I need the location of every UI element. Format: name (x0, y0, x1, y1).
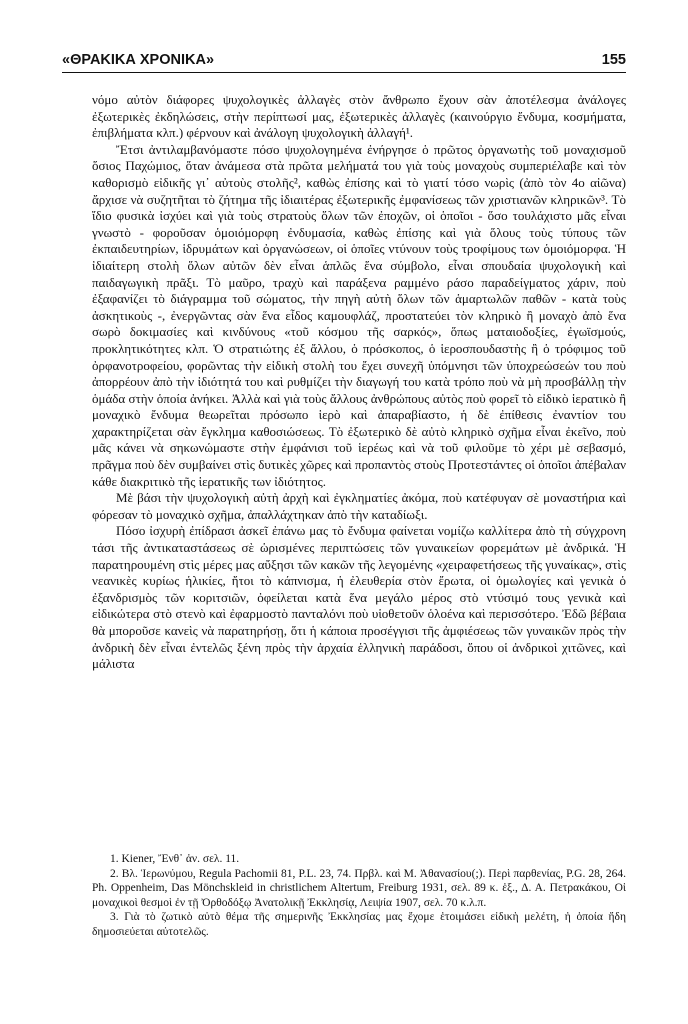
paragraph: Πόσο ἰσχυρὴ ἐπίδρασι ἀσκεῖ ἐπάνω μας τὸ ἔνδυμα φαίνεται νομίζω καλλίτερα ἀπὸ τὴ σύγχρονη τάσι τῆς ἀντικαταστάσεως σὲ ὡρισμένες περιπτώσεις τῶν γυναικείων φορεμάτων μὲ ἀνδρικά. Ἡ παρατηρουμένη στὶς μέρες μας αὔξησι τῶν κακῶν τῆς λεγομένης «χειραφετήσεως τῆς γυναίκας», στὶς νεανικὲς κυρίως ἡλικίες, ἤτοι τὸ κάπνισμα, ἡ ἐλευθερία στὸν ἔρωτα, οἱ ὁμωλογίες καὶ γενικὰ ὁ ἐξανδρισμὸς τῶν κοριτσιῶν, ὀφείλεται κατὰ ἕνα μεγάλο μέρος στὸ ντύσιμό τους γενικὰ καὶ εἰδικώτερα στὸ στενὸ καὶ ἐφαρμοστὸ πανταλόνι ποὺ υἱοθετοῦν ὁλοένα καὶ περισσότερο. Ἐδῶ βέβαια θὰ μποροῦσε κανεὶς νὰ παρατηρήσῃ, ὅτι ἡ κάποια προσέγγισι τῆς ἀμφιέσεως τῶν γυναικῶν πρὸς τὴν ἀνδρικὴ δὲν εἶναι ἐντελῶς ξένη πρὸς τὴν ἀρχαία ἑλληνικὴ παράδοσι, ὅπου οἱ ἀνδρικοὶ χιτῶνες, καὶ μάλιστα (92, 523, 626, 672)
running-header (62, 52, 626, 68)
footnote: 2. Βλ. Ἱερωνύμου, Regula Pachomii 81, P.L. 23, 74. Πρβλ. καὶ Μ. Ἀθανασίου(;). Περὶ παρθενίας, P.G. 28, 264. Ph. Oppenheim, Das Mönchskleid in christlichem Altertum, Freiburg 1931, σελ. 89 κ. ἑξ., Δ. Α. Πετρακάκου, Οἱ μοναχικοὶ θεσμοὶ ἐν τῇ Ὀρθοδόξῳ Ἀνατολικῇ Ἐκκλησίᾳ, Λειψία 1907, σελ. 70 κ.λ.π. (92, 867, 626, 909)
journal-title: «ΘΡΑΚΙΚΑ ΧΡΟΝΙΚΑ» (62, 52, 215, 68)
footnotes (92, 852, 626, 940)
footnote: 1. Kiener, Ἔνθ᾿ ἀν. σελ. 11. (110, 853, 240, 865)
paragraph: νόμο αὐτὸν διάφορες ψυχολογικὲς ἀλλαγὲς στὸν ἄνθρωπο ἔχουν σὰν ἀποτέλεσμα ἀνάλογες ἐξωτερικὲς ἐκδηλώσεις, στὴν περίπτωσί μας, ἐξωτερικὲς ἀλλαγὲς (καινούργιο ἔνδυμα, κοσμήματα, ἐπιβλήματα κλπ.) φέρνουν καὶ ἀνάλογη ψυχολογικὴ ἀλλαγή¹. (92, 92, 626, 141)
main-text (92, 92, 626, 673)
page-number: 155 (601, 52, 626, 68)
paragraph: Ἔτσι ἀντιλαμβανόμαστε πόσο ψυχολογημένα ἐνήργησε ὁ πρῶτος ὀργανωτὴς τοῦ μοναχισμοῦ ὅσιος Παχώμιος, ὅταν ἀνάμεσα στὰ πρῶτα μελήματά του γιὰ τοὺς μοναχοὺς συμπεριέλαβε καὶ τὸν καθορισμὸ εἰδικῆς γι᾿ αὐτοὺς στολῆς², καθὼς ἐπίσης καὶ τὸ γιατί τόσο νωρὶς (ἀπὸ τὸν 4ο αἰῶνα) ἄρχισε νὰ συζητῆται τὸ ζήτημα τῆς ἰδιαιτέρας ἐξωτερικῆς ἐμφανίσεως τῶν χριστιανῶν κληρικῶν³. Τὸ ἴδιο φυσικὰ ἰσχύει καὶ γιὰ τοὺς στρατοὺς ὅλων τῶν ἐποχῶν, οἱ ὁποῖοι - ὅσο τουλάχιστο μᾶς εἶναι γνωστὸ - φοροῦσαν ὁμοιόμορφη ἐνδυμασία, καθὼς ἐπίσης καὶ γιὰ ὅλους τοὺς τύπους τῶν ἐκπαιδευτηρίων, ἱδρυμάτων καὶ ὀργανώσεων, οἱ ὁποῖες ντύνουν τοὺς τροφίμους των ὁμοιόμορφα. Ἡ ἰδιαίτερη στολὴ ὅλων αὐτῶν δὲν εἶναι ἁπλῶς ἕνα σύμβολο, εἶναι σπουδαία ψυχολογικὴ καὶ παιδαγωγικὴ πρᾶξι. Τὸ μαῦρο, τραχὺ καὶ παράξενα ραμμένο ράσο παραδείγματος χάριν, ποὺ ἐξαφανίζει τὸ διάγραμμα τοῦ σώματος, τὴν πηγὴ αὐτὴ ὅλων τῶν ἁμαρτωλῶν παθῶν - κατὰ τοὺς ἀσκητικοὺς -, ἐνεργῶντας σὰν ἕνα εἶδος καμουφλάζ, προστατεύει τὸν κληρικὸ ἢ μοναχὸ ἀπὸ ἕνα σωρὸ δοκιμασίες καὶ κινδύνους «τοῦ κόσμου τῆς σαρκός», ὅπως ματαιοδοξίες, ἐγωϊσμούς, προκλητικότητες κλπ. Ὁ στρατιώτης ἐξ ἄλλου, ὁ πρόσκοπος, ὁ ἱεροσπουδαστὴς ἢ ὁ τρόφιμος τοῦ ὀρφανοτροφείου, φορῶντας τὴν εἰδικὴ στολὴ του ἔχει συνεχῆ ὑπόμνησι τῶν ὑποχρεώσεών του ποὺ ἀπορρέουν ἀπὸ τὴν ἰδιότητά του καὶ ρυθμίζει τὴν διαγωγή του κατὰ τρόπο ποὺ νὰ μὴ προσβάλλῃ τὴν ὁμάδα στὴν ὁποία ἀνήκει. Ἀλλὰ καὶ γιὰ τοὺς ἄλλους ἀνθρώπους αὐτὸς ποὺ φορεῖ τὸ εἰδικὸ ἱερατικὸ ἢ μοναχικὸ ἔνδυμα θεωρεῖται πρόσωπο ἱερὸ καὶ ἀπαραβίαστο, ἡ δὲ ἐπίθεσις ἐναντίον του χαρακτηρίζεται σὰν ἔγκλημα καθοσιώσεως. Τὸ ἐξωτερικὸ δὲ αὐτὸ κληρικὸ σχῆμα εἶναι ἐκεῖνο, ποὺ μᾶς κάνει νὰ σηκωνώμαστε στὴν ἐμφάνισι τοῦ ἱερέως καὶ νὰ τοῦ φιλοῦμε τὸ χέρι μὲ σεβασμό, πρᾶγμα ποὺ δὲν συμβαίνει στὶς δυτικὲς χῶρες καὶ προπαντὸς στοὺς Προτεστάντες οἱ ὁποῖοι ἀπέβαλαν κάθε διακριτικὸ τῆς ἱερατικῆς των ἰδιότητος. (92, 141, 626, 489)
header-rule (62, 72, 626, 73)
paragraph: Μὲ βάσι τὴν ψυχολογικὴ αὐτὴ ἀρχὴ καὶ ἐγκληματίες ἀκόμα, ποὺ κατέφυγαν σὲ μοναστήρια καὶ φόρεσαν τὸ μοναχικὸ σχῆμα, ἀπαλλάχτηκαν ἀπὸ τὴν καταδίωξι. (92, 490, 626, 522)
footnote: 3. Γιὰ τὸ ζωτικὸ αὐτὸ θέμα τῆς σημερινῆς Ἐκκλησίας μας ἔχομε ἑτοιμάσει εἰδικὴ μελέτη, ἡ ὁποία ἤδη δημοσιεύεται αὐτοτελῶς. (92, 911, 626, 938)
